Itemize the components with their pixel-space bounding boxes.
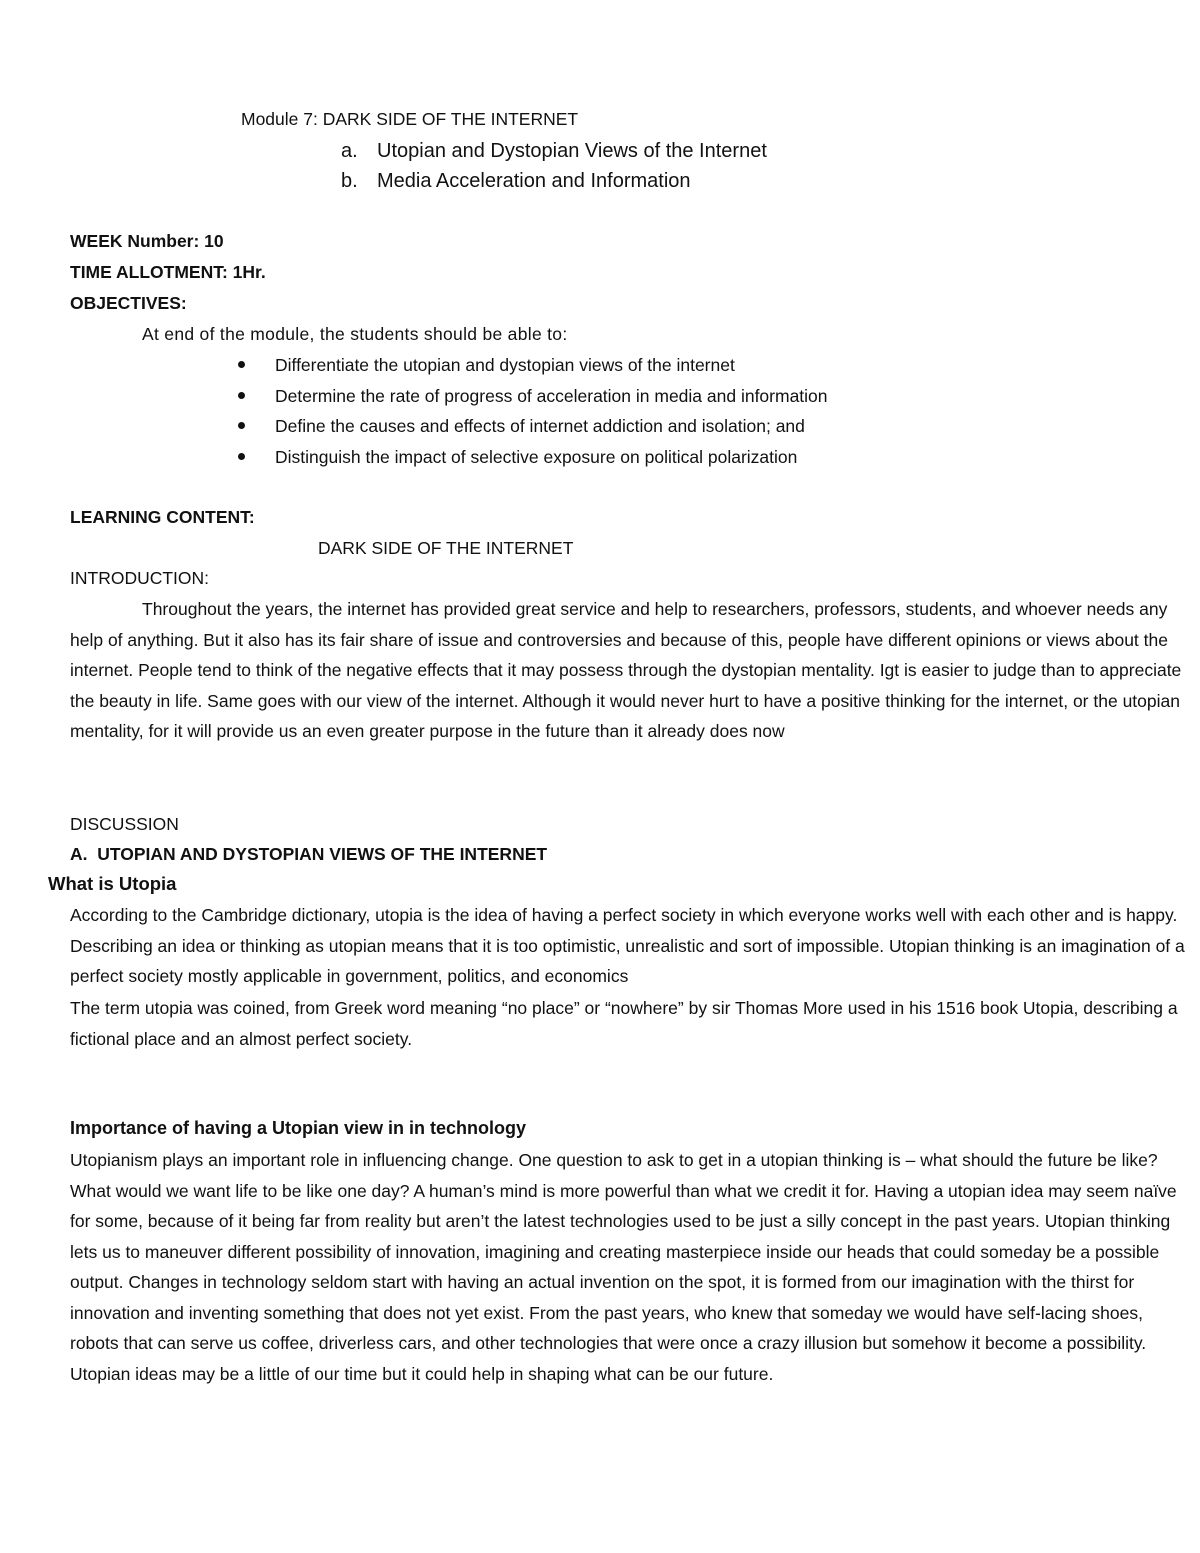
utopia-paragraph-2: The term utopia was coined, from Greek word meaning “no place” or “nowhere” by sir Thomas More used in his 1516 book Utopia, describing a fictional place and an almost perfect society.: [70, 998, 1178, 1049]
week-number: WEEK Number: 10: [70, 231, 224, 251]
sub-topic-a-text: Utopian and Dystopian Views of the Internet: [377, 140, 767, 162]
importance-paragraph: Utopianism plays an important role in influencing change. One question to ask to get in a utopian thinking is – what should the future be like? What would we want life to be like one day? A human’s mind is more powerful than what we credit it for. Having a utopian idea may seem naïve for some, because of it being far from reality but aren’t the latest technologies used to be just a silly concept in the past years. Utopian thinking lets us to maneuver different possibility of innovation, imagining and creating masterpiece inside our heads that could someday be a possible output. Changes in technology seldom start with having an actual invention on the spot, it is formed from our imagination with the thirst for innovation and inventing something that does not yet exist. From the past years, who knew that someday we would have self-lacing shoes, robots that can serve us coffee, driverless cars, and other technologies that were once a crazy illusion but somehow it become a possibility. Utopian ideas may be a little of our time but it could help in shaping what can be our future.: [70, 1150, 1177, 1384]
sub-topic-a-marker: a.: [341, 140, 358, 162]
module-title: Module 7: DARK SIDE OF THE INTERNET: [241, 109, 579, 129]
sub-topic-b: [341, 167, 691, 195]
objectives-list: [232, 350, 828, 472]
bullet-icon: [238, 361, 245, 368]
bullet-icon: [238, 453, 245, 460]
introduction-text: Throughout the years, the internet has provided great service and help to researchers, professors, students, and whoever needs any help of anything. But it also has its fair share of issue and controversies and because of this, people have different opinions or views about the internet. People tend to think of the negative effects that it may possess through the dystopian mentality. Igt is easier to judge than to appreciate the beauty in life. Same goes with our view of the internet. Although it would never hurt to have a positive thinking for the internet, or the utopian mentality, for it will provide us an even greater purpose in the future than it already does now: [70, 599, 1182, 741]
objective-text: Define the causes and effects of internet addiction and isolation; and: [275, 416, 805, 436]
importance-heading: Importance of having a Utopian view in in technology: [70, 1118, 527, 1138]
objective-item: [232, 350, 828, 381]
bullet-icon: [238, 392, 245, 399]
sub-topic-b-text: Media Acceleration and Information: [377, 170, 691, 192]
objectives-heading: OBJECTIVES:: [70, 293, 187, 313]
utopia-paragraph-1: According to the Cambridge dictionary, utopia is the idea of having a perfect society in which everyone works well with each other and is happy. Describing an idea or thinking as utopian means that it is too optimistic, unrealistic and sort of impossible. Utopian thinking is an imagination of a perfect society mostly applicable in government, politics, and economics: [70, 905, 1185, 986]
time-allotment: TIME ALLOTMENT: 1Hr.: [70, 262, 266, 282]
objective-item: [232, 411, 828, 442]
objective-text: Distinguish the impact of selective exposure on political polarization: [275, 446, 798, 467]
objective-text: Differentiate the utopian and dystopian views of the internet: [275, 355, 735, 375]
section-a-heading: A. UTOPIAN AND DYSTOPIAN VIEWS OF THE INTERNET: [70, 844, 548, 864]
objective-item: [232, 442, 828, 473]
learning-content-heading: LEARNING CONTENT:: [70, 507, 255, 527]
what-is-utopia-heading: What is Utopia: [48, 873, 177, 894]
objective-item: [232, 381, 828, 412]
objectives-intro: At end of the module, the students should be able to:: [142, 324, 568, 344]
sub-topic-a: [341, 137, 767, 165]
introduction-paragraph: [70, 594, 1192, 747]
sub-topic-b-marker: b.: [341, 170, 358, 192]
objective-text: Determine the rate of progress of acceleration in media and information: [275, 385, 828, 406]
introduction-heading: INTRODUCTION:: [70, 568, 210, 588]
bullet-icon: [238, 422, 245, 429]
center-title: DARK SIDE OF THE INTERNET: [318, 538, 574, 558]
discussion-heading: DISCUSSION: [70, 814, 179, 834]
